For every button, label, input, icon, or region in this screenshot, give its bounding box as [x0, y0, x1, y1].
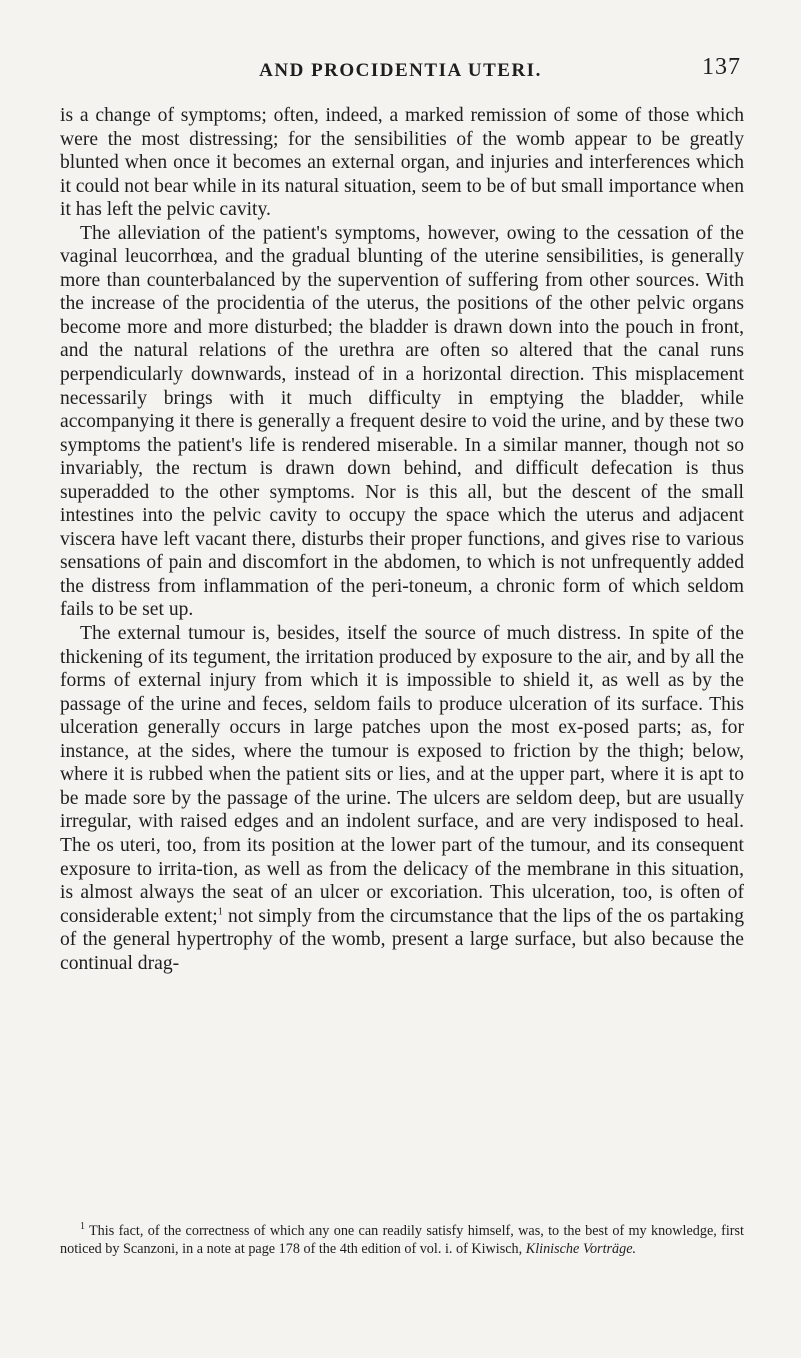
footnote-text: This fact, of the correctness of which any one can readily satisfy himself, was, to the best of my knowledge, first noticed by Scanzoni, in a note at page 178 of the 4th edition of vol. i. of Kiwisch,	[60, 1223, 744, 1257]
paragraph-1: is a change of symptoms; often, indeed, a marked remission of some of those which were the most distressing; for the sensibilities of the womb appear to be greatly blunted when once it becomes an external organ, and injuries and interferences which it could not bear while in its natural situation, seem to be of but small importance when it has left the pelvic cavity.	[60, 105, 744, 221]
page-number: 137	[702, 54, 741, 80]
footnote-paragraph	[60, 1222, 744, 1258]
footnote-reference: 1	[217, 906, 223, 918]
footnote-cited-title: Klinische Vorträge.	[525, 1241, 637, 1257]
footnote	[60, 1222, 744, 1258]
paragraph-3	[60, 622, 744, 975]
running-title: AND PROCIDENTIA UTERI.	[259, 60, 542, 81]
paragraph-2: The alleviation of the patient's symptoms, however, owing to the cessation of the vaginal leucorrhœa, and the gradual blunting of the uterine sensibilities, is generally more than counterbalanced by the supervention of suffering from other sources. With the increase of the procidentia of the uterus, the positions of the other pelvic organs become more and more disturbed; the bladder is drawn down into the pouch in front, and the natural relations of the urethra are often so altered that the canal runs perpendicularly downwards, instead of in a horizontal direction. This misplacement necessarily brings with it much difficulty in emptying the bladder, while accompanying it there is generally a frequent desire to void the urine, and by these two symptoms the patient's life is rendered miserable. In a similar manner, though not so invariably, the rectum is drawn down behind, and difficult defecation is thus superadded to the other symptoms. Nor is this all, but the descent of the small intestines into the pelvic cavity to occupy the space which the uterus and adjacent viscera have left vacant there, disturbs their proper functions, and gives rise to various sensations of pain and discomfort in the abdomen, to which is not unfrequently added the distress from inflammation of the peri-toneum, a chronic form of which seldom fails to be set up.	[60, 222, 744, 621]
paragraph-3-text-b: not simply from the circumstance that the lips of the os partaking of the general hypertrophy of the womb, present a large surface, but also because the continual drag-	[60, 905, 744, 974]
running-head	[0, 54, 801, 88]
paragraph-3-text-a: The external tumour is, besides, itself the source of much distress. In spite of the thickening of its tegument, the irritation produced by exposure to the air, and by all the forms of external injury from which it is impossible to shield it, as well as by the passage of the urine and feces, seldom fails to produce ulceration of its surface. This ulceration generally occurs in large patches upon the most ex-posed parts; as, for instance, at the sides, where the tumour is exposed to friction by the thigh; below, where it is rubbed when the patient sits or lies, and at the upper part, where it is apt to be made sore by the passage of the urine. The ulcers are seldom deep, but are usually irregular, with raised edges and an indolent surface, and are very indisposed to heal. The os uteri, too, from its position at the lower part of the tumour, and its consequent exposure to irrita-tion, as well as from the delicacy of the membrane in this situation, is almost always the seat of an ulcer or excoriation. This ulceration, too, is often of considerable extent;	[60, 623, 744, 927]
body-text	[60, 104, 744, 975]
footnote-mark: 1	[80, 1221, 85, 1233]
